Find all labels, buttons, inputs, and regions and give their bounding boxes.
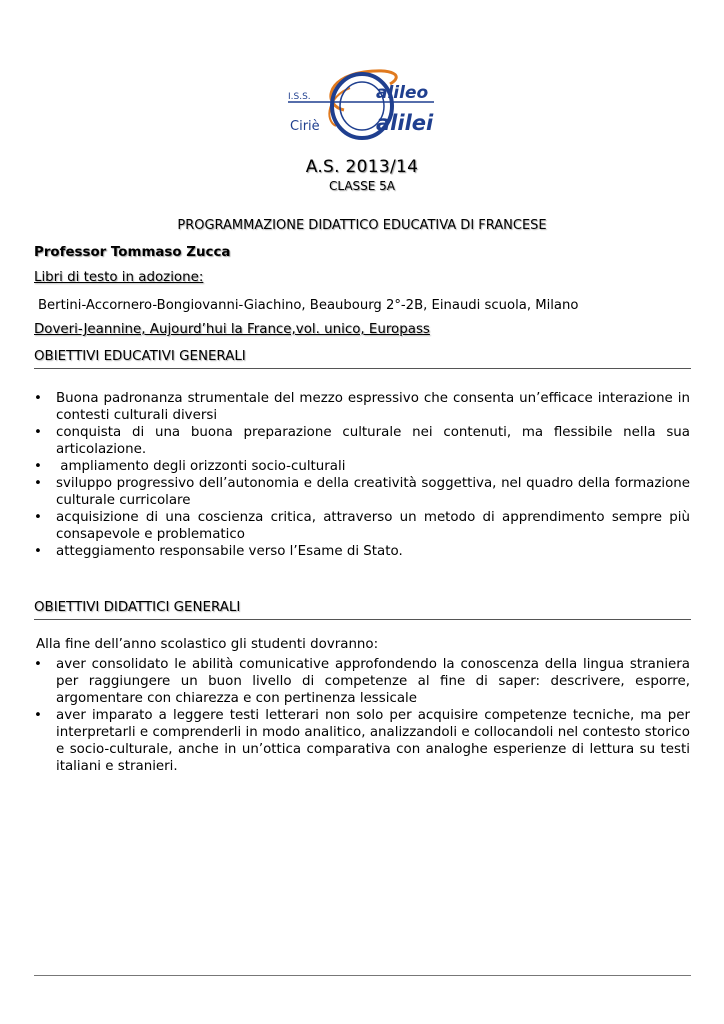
list-item: • ampliamento degli orizzonti socio-culturali: [34, 458, 690, 475]
textbook-1: Bertini-Accornero-Bongiovanni-Giachino, Beaubourg 2°-2B, Einaudi scuola, Milano: [38, 298, 579, 313]
teacher-name: Professor Tommaso Zucca: [34, 245, 231, 260]
school-year-title: A.S. 2013/14: [305, 157, 419, 177]
list-item: • Buona padronanza strumentale del mezzo espressivo che consenta un’efficace interazione in contesti culturali diversi: [34, 390, 690, 424]
educational-goals-heading: OBIETTIVI EDUCATIVI GENERALI: [34, 349, 246, 364]
logo-word-galilei: alilei: [376, 111, 434, 135]
list-item: • aver consolidato le abilità comunicative approfondendo la conoscenza della lingua straniera per raggiungere un buon livello di competenze al fine di saper: descrivere, esporre, argomentare con chiarezza e con pertinenza lessicale: [34, 656, 690, 707]
list-item: • aver imparato a leggere testi letterari non solo per acquisire competenze tecniche, ma per interpretarli e comprenderli in modo analitico, analizzandoli e collocandoli nel contesto storico e socio-culturale, anche in un’ottica comparativa con analoghe esperienze di lettura su testi italiani e stranieri.: [34, 707, 690, 775]
list-item: • conquista di una buona preparazione culturale nei contenuti, ma flessibile nella sua articolazione.: [34, 424, 690, 458]
section-divider: [34, 619, 691, 620]
class-label: CLASSE 5A: [328, 179, 396, 193]
section-divider: [34, 368, 691, 369]
didactic-goals-heading: OBIETTIVI DIDATTICI GENERALI: [34, 600, 241, 615]
didactic-goals-intro: Alla fine dell’anno scolastico gli studenti dovranno:: [36, 637, 379, 652]
footer-divider: [34, 975, 691, 976]
document-title: PROGRAMMAZIONE DIDATTICO EDUCATIVA DI FRANCESE: [177, 218, 547, 233]
logo-word-galileo: alileo: [376, 83, 429, 103]
didactic-goals-list: [34, 656, 690, 775]
logo-city: Ciriè: [290, 119, 320, 134]
list-item: • sviluppo progressivo dell’autonomia e della creatività soggettiva, nel quadro della formazione culturale curricolare: [34, 475, 690, 509]
textbooks-heading: Libri di testo in adozione:: [34, 270, 204, 285]
logo-prefix: I.S.S.: [288, 92, 311, 102]
list-item: • atteggiamento responsabile verso l’Esame di Stato.: [34, 543, 690, 560]
textbook-2: Doveri-Jeannine, Aujourd’hui la France,vol. unico, Europass: [34, 322, 430, 337]
school-logo: [284, 66, 450, 142]
educational-goals-list: [34, 390, 690, 560]
list-item: • acquisizione di una coscienza critica, attraverso un metodo di apprendimento sempre più consapevole e problematico: [34, 509, 690, 543]
